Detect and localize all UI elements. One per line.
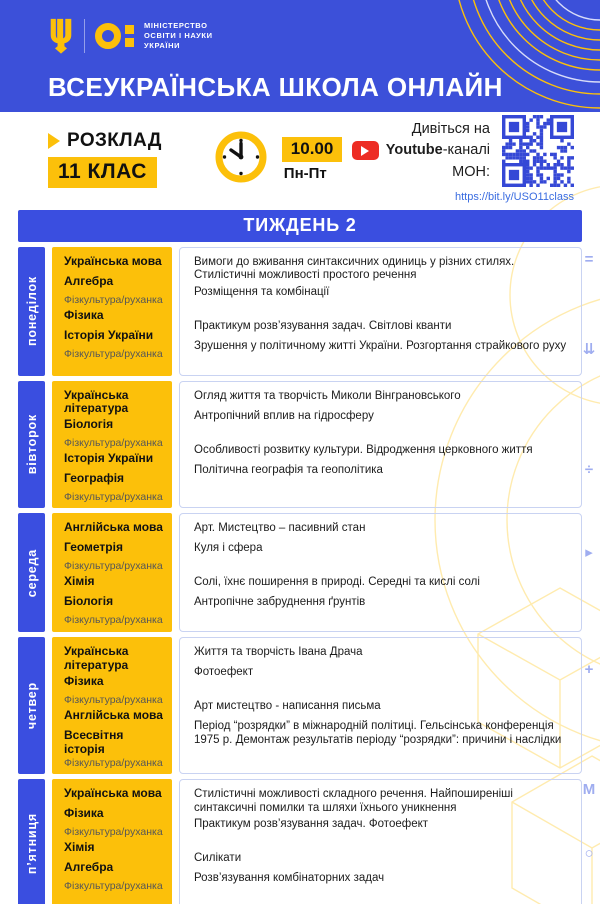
subject-cell: Географія	[64, 471, 125, 486]
plus-icon: +	[584, 661, 594, 678]
subject-cell: Фізика	[64, 806, 104, 821]
subject-cell: Всесвітня історія	[64, 727, 124, 756]
subject-cell: Фізкультура/руханка	[64, 826, 163, 839]
mon-o-colon-icon	[95, 23, 134, 49]
equals-icon: =	[584, 251, 594, 268]
logo-divider	[84, 19, 85, 53]
subject-cell: Фізкультура/руханка	[64, 560, 163, 573]
topic-cell	[194, 427, 571, 441]
topic-cell: Життя та творчість Івана Драча	[194, 646, 363, 659]
subject-cell: Фізкультура/руханка	[64, 437, 163, 450]
subject-cell: Біологія	[64, 417, 114, 432]
ministry-logo	[48, 18, 213, 54]
ministry-name: МІНІСТЕРСТВО ОСВІТИ І НАУКИ УКРАЇНИ	[144, 20, 213, 51]
day-label: четвер	[24, 682, 39, 730]
day-box	[18, 637, 45, 774]
subject-cell: Українська література	[64, 644, 129, 673]
subject-cell: Фізика	[64, 673, 104, 688]
topic-cell	[194, 559, 571, 573]
subjects-column	[52, 513, 172, 632]
subject-cell: Алгебра	[64, 860, 114, 875]
topic-cell: Період “розрядки” в міжнародній політиці. Гельсінська конференція 1975 р. Демонтаж результатів періоду “розрядки”: причини і наслідки	[194, 720, 562, 746]
week-header: ТИЖДЕНЬ 2	[18, 210, 582, 242]
topic-cell: Розміщення та комбінації	[194, 285, 330, 298]
day-row	[18, 513, 582, 632]
subject-cell: Українська література	[64, 387, 129, 416]
watch-line3: МОН:	[452, 163, 490, 180]
topic-cell	[194, 613, 571, 627]
play-icon: ▸	[585, 544, 593, 561]
day-box	[18, 381, 45, 509]
topic-cell: Арт мистецтво - написання письма	[194, 700, 381, 713]
subject-cell: Англійська мова	[64, 707, 163, 722]
class-badge: 11 КЛАС	[48, 157, 157, 188]
day-row	[18, 779, 582, 904]
subject-cell: Англійська мова	[64, 520, 163, 535]
topic-cell: Політична географія та геополітика	[194, 463, 383, 476]
topic-cell: Вимоги до вживання синтаксичних одиниць у різних стилях. Стилістичні можливості простого речення	[194, 256, 515, 282]
topics-column	[179, 247, 582, 376]
subject-cell: Українська мова	[64, 786, 162, 801]
topics-column	[179, 513, 582, 632]
subject-cell: Фізкультура/руханка	[64, 880, 163, 893]
subject-cell: Хімія	[64, 840, 95, 855]
youtube-line	[352, 140, 490, 161]
subject-cell: Хімія	[64, 574, 95, 589]
day-row	[18, 637, 582, 774]
youtube-group	[352, 115, 574, 203]
topic-cell	[194, 481, 571, 495]
subject-cell: Біологія	[64, 594, 114, 609]
qr-code	[502, 115, 574, 187]
topics-column	[179, 779, 582, 904]
header	[0, 0, 600, 112]
circle-icon: ○	[584, 845, 594, 862]
watch-text	[352, 119, 490, 182]
page-title: ВСЕУКРАЇНСЬКА ШКОЛА ОНЛАЙН	[48, 72, 503, 102]
clock-icon	[214, 130, 268, 189]
watch-line1: Дивіться на	[411, 121, 490, 138]
topic-cell: Солі, їхнє поширення в природі. Середні та кислі солі	[194, 576, 480, 589]
subjects-column	[52, 247, 172, 376]
subject-cell: Українська мова	[64, 254, 162, 268]
days-range: Пн-Пт	[283, 164, 327, 182]
topic-cell: Арт. Мистецтво – пасивний стан	[194, 522, 366, 535]
youtube-word: Youtube	[385, 142, 443, 159]
day-label: вівторок	[24, 414, 39, 475]
days-container	[18, 247, 582, 904]
subject-cell: Геометрія	[64, 540, 123, 555]
topic-cell: Стилістичні можливості складного речення. Найпоширеніші синтаксичні помилки та шляхи їхнього уникнення	[194, 788, 513, 814]
topic-cell	[194, 747, 571, 761]
trident-icon	[48, 18, 74, 54]
day-label: понеділок	[24, 276, 39, 347]
topic-cell: Особливості розвитку культури. Відродження церковного життя	[194, 443, 533, 456]
subject-cell: Історія України	[64, 451, 154, 466]
day-box	[18, 513, 45, 632]
subject-cell: Історія України	[64, 328, 154, 342]
topic-cell	[194, 835, 571, 849]
schedule-label: РОЗКЛАД	[67, 130, 162, 151]
topic-cell: Практикум розв’язування задач. Світлові кванти	[194, 319, 452, 332]
day-label: середа	[24, 548, 39, 597]
channel-word: -каналі	[442, 142, 490, 159]
time-block	[282, 137, 343, 182]
schedule-table	[18, 210, 582, 904]
youtube-icon	[352, 141, 379, 160]
subject-cell: Фізкультура/руханка	[64, 693, 163, 706]
subject-cell: Фізика	[64, 308, 104, 322]
topic-cell: Огляд життя та творчість Миколи Вінграновського	[194, 389, 461, 402]
day-box	[18, 247, 45, 376]
day-label: п’ятниця	[24, 813, 39, 875]
subject-cell: Фізкультура/руханка	[64, 614, 163, 627]
subject-cell: Фізкультура/руханка	[64, 491, 163, 504]
arrow-right-icon	[48, 133, 60, 149]
topic-cell	[194, 303, 571, 317]
subject-cell: Фізкультура/руханка	[64, 757, 163, 770]
topic-cell	[194, 889, 571, 903]
time-badge: 10.00	[282, 137, 343, 162]
topic-cell: Антропічний вплив на гідросферу	[194, 409, 374, 422]
topic-cell: Розв’язування комбінаторних задач	[194, 872, 385, 885]
topic-cell: Силікати	[194, 852, 242, 865]
schedule-block	[48, 130, 162, 188]
subject-cell: Фізкультура/руханка	[64, 294, 163, 306]
day-box	[18, 779, 45, 904]
topic-cell: Антропічне забруднення ґрунтів	[194, 596, 366, 609]
subjects-column	[52, 779, 172, 904]
day-row	[18, 247, 582, 376]
arrows-down-icon: ⇊	[582, 341, 596, 358]
topic-cell	[194, 683, 571, 697]
topic-cell: Практикум розв’язування задач. Фотоефект	[194, 818, 429, 831]
subject-cell: Алгебра	[64, 274, 114, 288]
info-bar	[0, 112, 600, 206]
subjects-column	[52, 381, 172, 509]
topic-cell: Куля і сфера	[194, 542, 263, 555]
subjects-column	[52, 637, 172, 774]
subject-cell: Фізкультура/руханка	[64, 348, 163, 360]
mountain-icon: M	[582, 781, 596, 798]
topic-cell: Фотоефект	[194, 666, 254, 679]
day-row	[18, 381, 582, 509]
qr-link[interactable]: https://bit.ly/USO11class	[454, 191, 574, 203]
divide-icon: ÷	[584, 461, 594, 478]
topic-cell: Зрушення у політичному житті України. Розгортання страйкового руху	[194, 339, 567, 352]
topics-column	[179, 381, 582, 509]
topic-cell	[194, 357, 571, 371]
topics-column	[179, 637, 582, 774]
